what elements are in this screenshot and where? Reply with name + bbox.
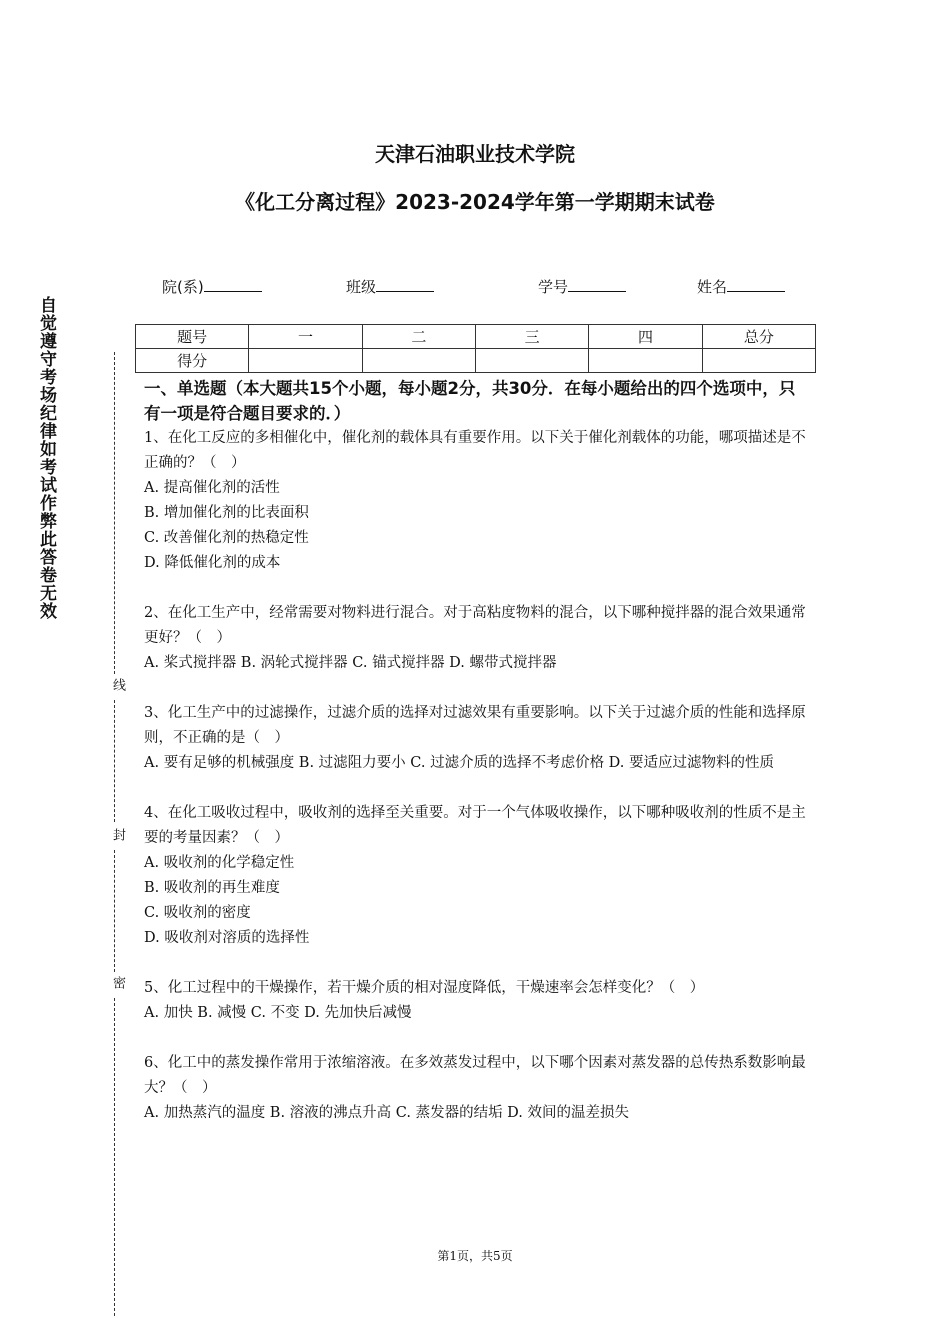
section-heading: 一、单选题（本大题共15个小题，每小题2分，共30分．在每小题给出的四个选项中，只有一项是符合题目要求的．） <box>144 379 796 423</box>
binding-line-segment <box>114 850 115 972</box>
student-id-label: 学号 <box>538 278 569 296</box>
binding-mark-mi: 密 <box>110 976 125 989</box>
option-a[interactable]: A. 提高催化剂的活性 <box>144 480 280 496</box>
score-cell[interactable] <box>702 349 815 373</box>
binding-mark-xian: 线 <box>110 678 125 691</box>
question-stem: 2、在化工生产中，经常需要对物料进行混合。对于高粘度物料的混合，以下哪种搅拌器的混合效果通常更好？（ ） <box>144 605 806 646</box>
binding-mark-feng: 封 <box>110 828 125 841</box>
table-cell: 题号 <box>136 325 249 349</box>
option-c[interactable]: C. 改善催化剂的热稳定性 <box>144 530 309 546</box>
score-cell[interactable] <box>249 349 362 373</box>
option-c[interactable]: C. 吸收剂的密度 <box>144 905 251 921</box>
side-notice: 自觉遵守考场纪律如考试作弊此答卷无效 <box>36 296 56 620</box>
question-stem: 6、化工中的蒸发操作常用于浓缩溶液。在多效蒸发过程中，以下哪个因素对蒸发器的总传热系数影响最大？（ ） <box>144 1055 806 1096</box>
class-blank[interactable] <box>376 277 434 292</box>
score-cell[interactable] <box>589 349 702 373</box>
option-a[interactable]: A. 吸收剂的化学稳定性 <box>144 855 295 871</box>
question-stem: 1、在化工反应的多相催化中，催化剂的载体具有重要作用。以下关于催化剂载体的功能，哪项描述是不正确的？（ ） <box>144 430 806 471</box>
dept-field <box>162 276 262 297</box>
table-row <box>136 349 816 373</box>
question-section <box>144 376 810 1126</box>
binding-line-segment <box>114 352 115 674</box>
table-cell: 一 <box>249 325 362 349</box>
name-label: 姓名 <box>697 278 728 296</box>
option-b[interactable]: B. 增加催化剂的比表面积 <box>144 505 309 521</box>
score-cell[interactable] <box>362 349 475 373</box>
question-stem: 3、化工生产中的过滤操作，过滤介质的选择对过滤效果有重要影响。以下关于过滤介质的性能和选择原则，不正确的是（ ） <box>144 705 806 746</box>
exam-title: 《化工分离过程》2023-2024学年第一学期期末试卷 <box>235 190 715 214</box>
dept-blank[interactable] <box>204 277 262 292</box>
question-options[interactable]: A. 要有足够的机械强度 B. 过滤阻力要小 C. 过滤介质的选择不考虑价格 D. 要适应过滤物料的性质 <box>144 755 775 771</box>
class-label: 班级 <box>346 278 377 296</box>
table-cell: 总分 <box>702 325 815 349</box>
name-blank[interactable] <box>727 277 785 292</box>
question-stem: 5、化工过程中的干燥操作，若干燥介质的相对湿度降低，干燥速率会怎样变化？（ ） <box>144 980 705 996</box>
table-cell: 二 <box>362 325 475 349</box>
table-row <box>136 325 816 349</box>
question-options[interactable]: A. 桨式搅拌器 B. 涡轮式搅拌器 C. 锚式搅拌器 D. 螺带式搅拌器 <box>144 655 557 671</box>
table-cell: 三 <box>475 325 588 349</box>
table-cell: 得分 <box>136 349 249 373</box>
option-d[interactable]: D. 降低催化剂的成本 <box>144 555 281 571</box>
dept-label: 院(系) <box>162 278 204 296</box>
score-cell[interactable] <box>475 349 588 373</box>
class-field <box>346 276 434 297</box>
question-options[interactable]: A. 加热蒸汽的温度 B. 溶液的沸点升高 C. 蒸发器的结垢 D. 效间的温差损失 <box>144 1105 630 1121</box>
school-name: 天津石油职业技术学院 <box>375 142 575 166</box>
student-id-blank[interactable] <box>568 277 626 292</box>
binding-line-segment <box>114 700 115 822</box>
question-stem: 4、在化工吸收过程中，吸收剂的选择至关重要。对于一个气体吸收操作，以下哪种吸收剂的性质不是主要的考量因素？（ ） <box>144 805 806 846</box>
option-d[interactable]: D. 吸收剂对溶质的选择性 <box>144 930 310 946</box>
name-field <box>697 276 785 297</box>
score-table <box>135 324 816 373</box>
option-b[interactable]: B. 吸收剂的再生难度 <box>144 880 280 896</box>
table-cell: 四 <box>589 325 702 349</box>
student-id-field <box>538 276 626 297</box>
page-footer: 第1页，共5页 <box>437 1249 513 1263</box>
question-options[interactable]: A. 加快 B. 减慢 C. 不变 D. 先加快后减慢 <box>144 1005 412 1021</box>
binding-line-segment <box>114 998 115 1316</box>
